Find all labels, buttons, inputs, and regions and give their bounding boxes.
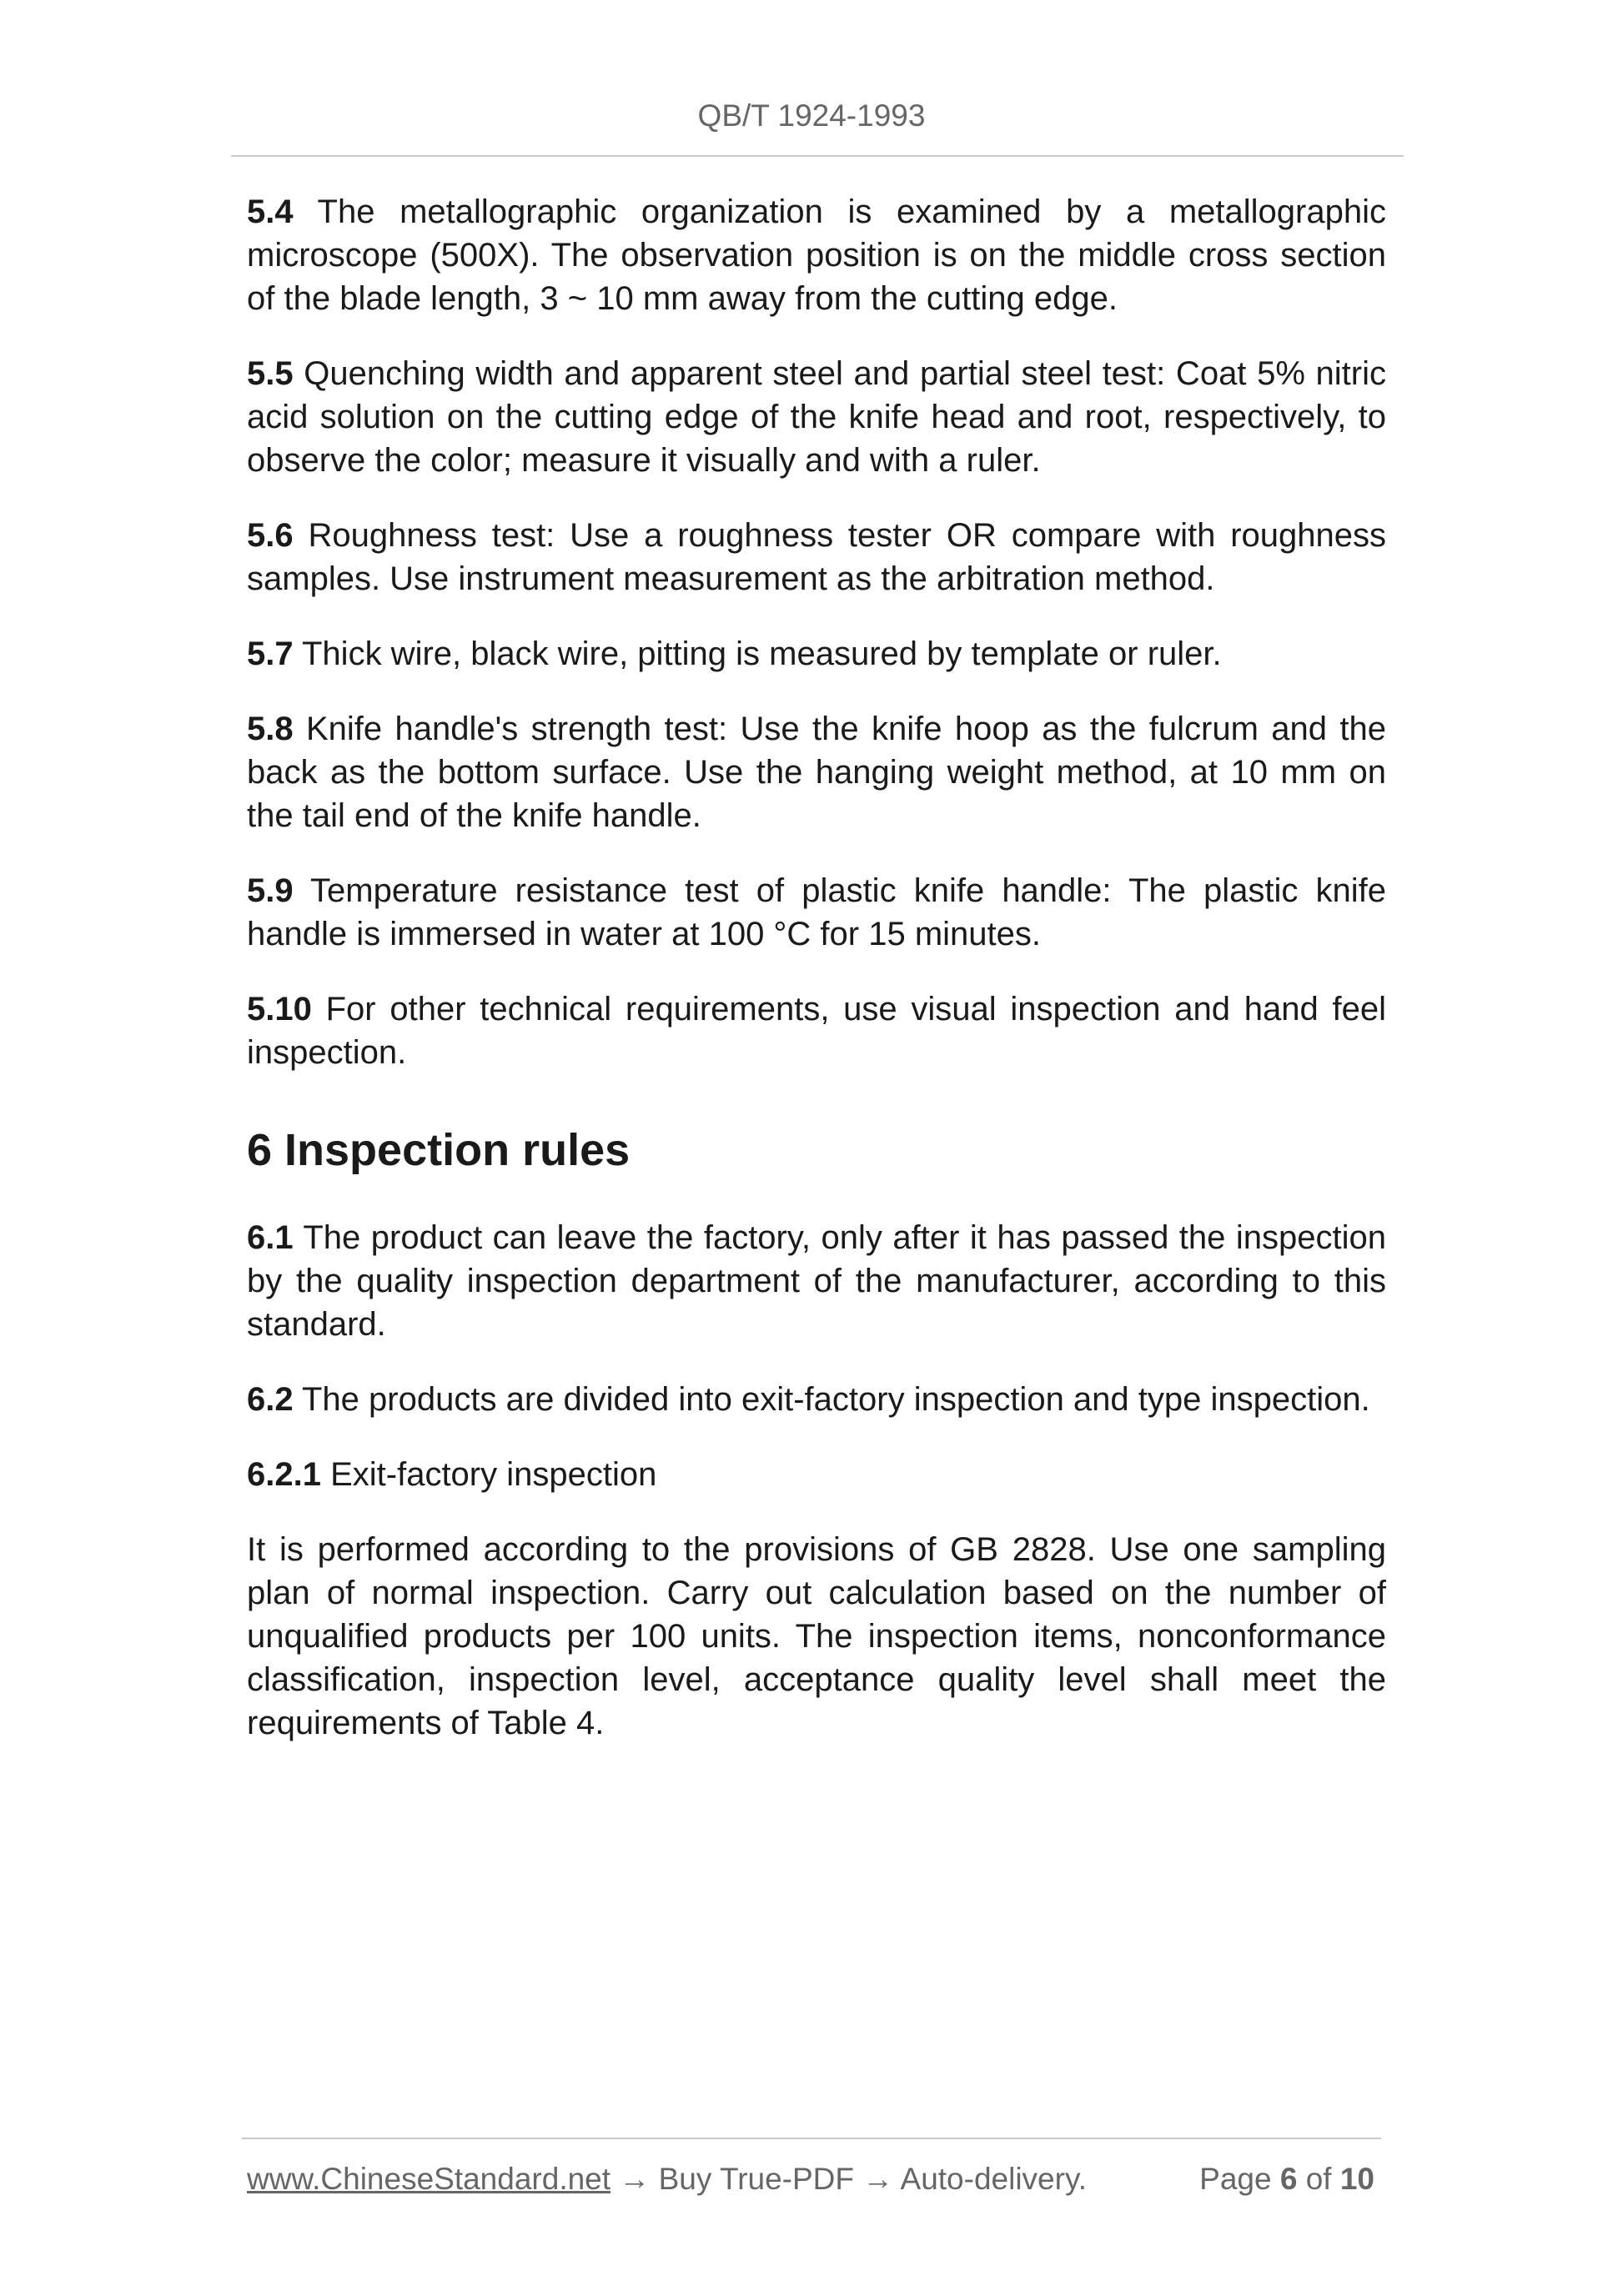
clause-5-7	[247, 632, 1386, 676]
clause-5-4	[247, 190, 1386, 320]
clause-5-6	[247, 514, 1386, 600]
page-current: 6	[1279, 2162, 1298, 2196]
page-footer	[247, 2160, 1381, 2198]
page-total: 10	[1339, 2162, 1374, 2196]
clause-6-2-1	[247, 1453, 1386, 1496]
page-of: of	[1305, 2162, 1332, 2196]
clause-text: Thick wire, black wire, pitting is measured by template or ruler.	[293, 636, 1222, 672]
clause-number: 6.2	[247, 1381, 294, 1418]
clause-5-8	[247, 707, 1386, 837]
clause-5-5	[247, 352, 1386, 482]
page-indicator	[1199, 2160, 1374, 2198]
header-divider	[231, 155, 1404, 157]
clause-number: 6.2.1	[247, 1456, 321, 1493]
footer-divider	[242, 2138, 1381, 2139]
clause-text: Exit-factory inspection	[320, 1456, 657, 1493]
clause-number: 6.1	[247, 1219, 294, 1256]
clause-6-1	[247, 1216, 1386, 1346]
footer-tagline: → Buy True-PDF → Auto-delivery.	[611, 2162, 1087, 2196]
running-header: QB/T 1924-1993	[697, 98, 926, 133]
body-paragraph: It is performed according to the provisions of GB 2828. Use one sampling plan of normal inspection. Carry out calculation based on the number of unqualified products per 100 units. The inspection items, nonconformance classification, inspection level, acceptance quality level shall meet the requirements of Table 4.	[247, 1531, 1386, 1741]
clause-number: 5.7	[247, 636, 294, 672]
website-link[interactable]: www.ChineseStandard.net	[247, 2162, 611, 2196]
clause-text: The products are divided into exit-factory inspection and type inspection.	[293, 1381, 1370, 1418]
clause-number: 5.9	[247, 872, 294, 909]
page-word: Page	[1199, 2162, 1272, 2196]
section-heading-inspection-rules: 6 Inspection rules	[247, 1125, 631, 1175]
clause-text: Quenching width and apparent steel and partial steel test: Coat 5% nitric acid solution on the cutting edge of the knife head and root, respectively, to observe the color; measure it visually and with a ruler.	[247, 355, 1386, 479]
clause-6-2	[247, 1378, 1386, 1421]
clause-number: 5.10	[247, 991, 312, 1027]
clause-text: The product can leave the factory, only after it has passed the inspection by the quality inspection department of the manufacturer, according to this standard.	[247, 1219, 1386, 1343]
clause-number: 5.5	[247, 355, 294, 392]
clause-text: The metallographic organization is examined by a metallographic microscope (500X). The observation position is on the middle cross section of the blade length, 3 ~ 10 mm away from the cutting edge.	[247, 193, 1386, 317]
clause-text: Knife handle's strength test: Use the knife hoop as the fulcrum and the back as the bottom surface. Use the hanging weight method, at 10 mm on the tail end of the knife handle.	[247, 711, 1386, 834]
clause-number: 5.8	[247, 711, 294, 747]
clause-text: For other technical requirements, use visual inspection and hand feel inspection.	[247, 991, 1386, 1071]
clause-number: 5.4	[247, 193, 294, 230]
clause-5-10	[247, 987, 1386, 1074]
clause-5-9	[247, 869, 1386, 956]
clause-text: Roughness test: Use a roughness tester OR compare with roughness samples. Use instrument measurement as the arbitration method.	[247, 517, 1386, 597]
clause-number: 5.6	[247, 517, 294, 554]
clause-text: Temperature resistance test of plastic knife handle: The plastic knife handle is immersed in water at 100 °C for 15 minutes.	[247, 872, 1386, 952]
document-body	[247, 190, 1386, 1776]
